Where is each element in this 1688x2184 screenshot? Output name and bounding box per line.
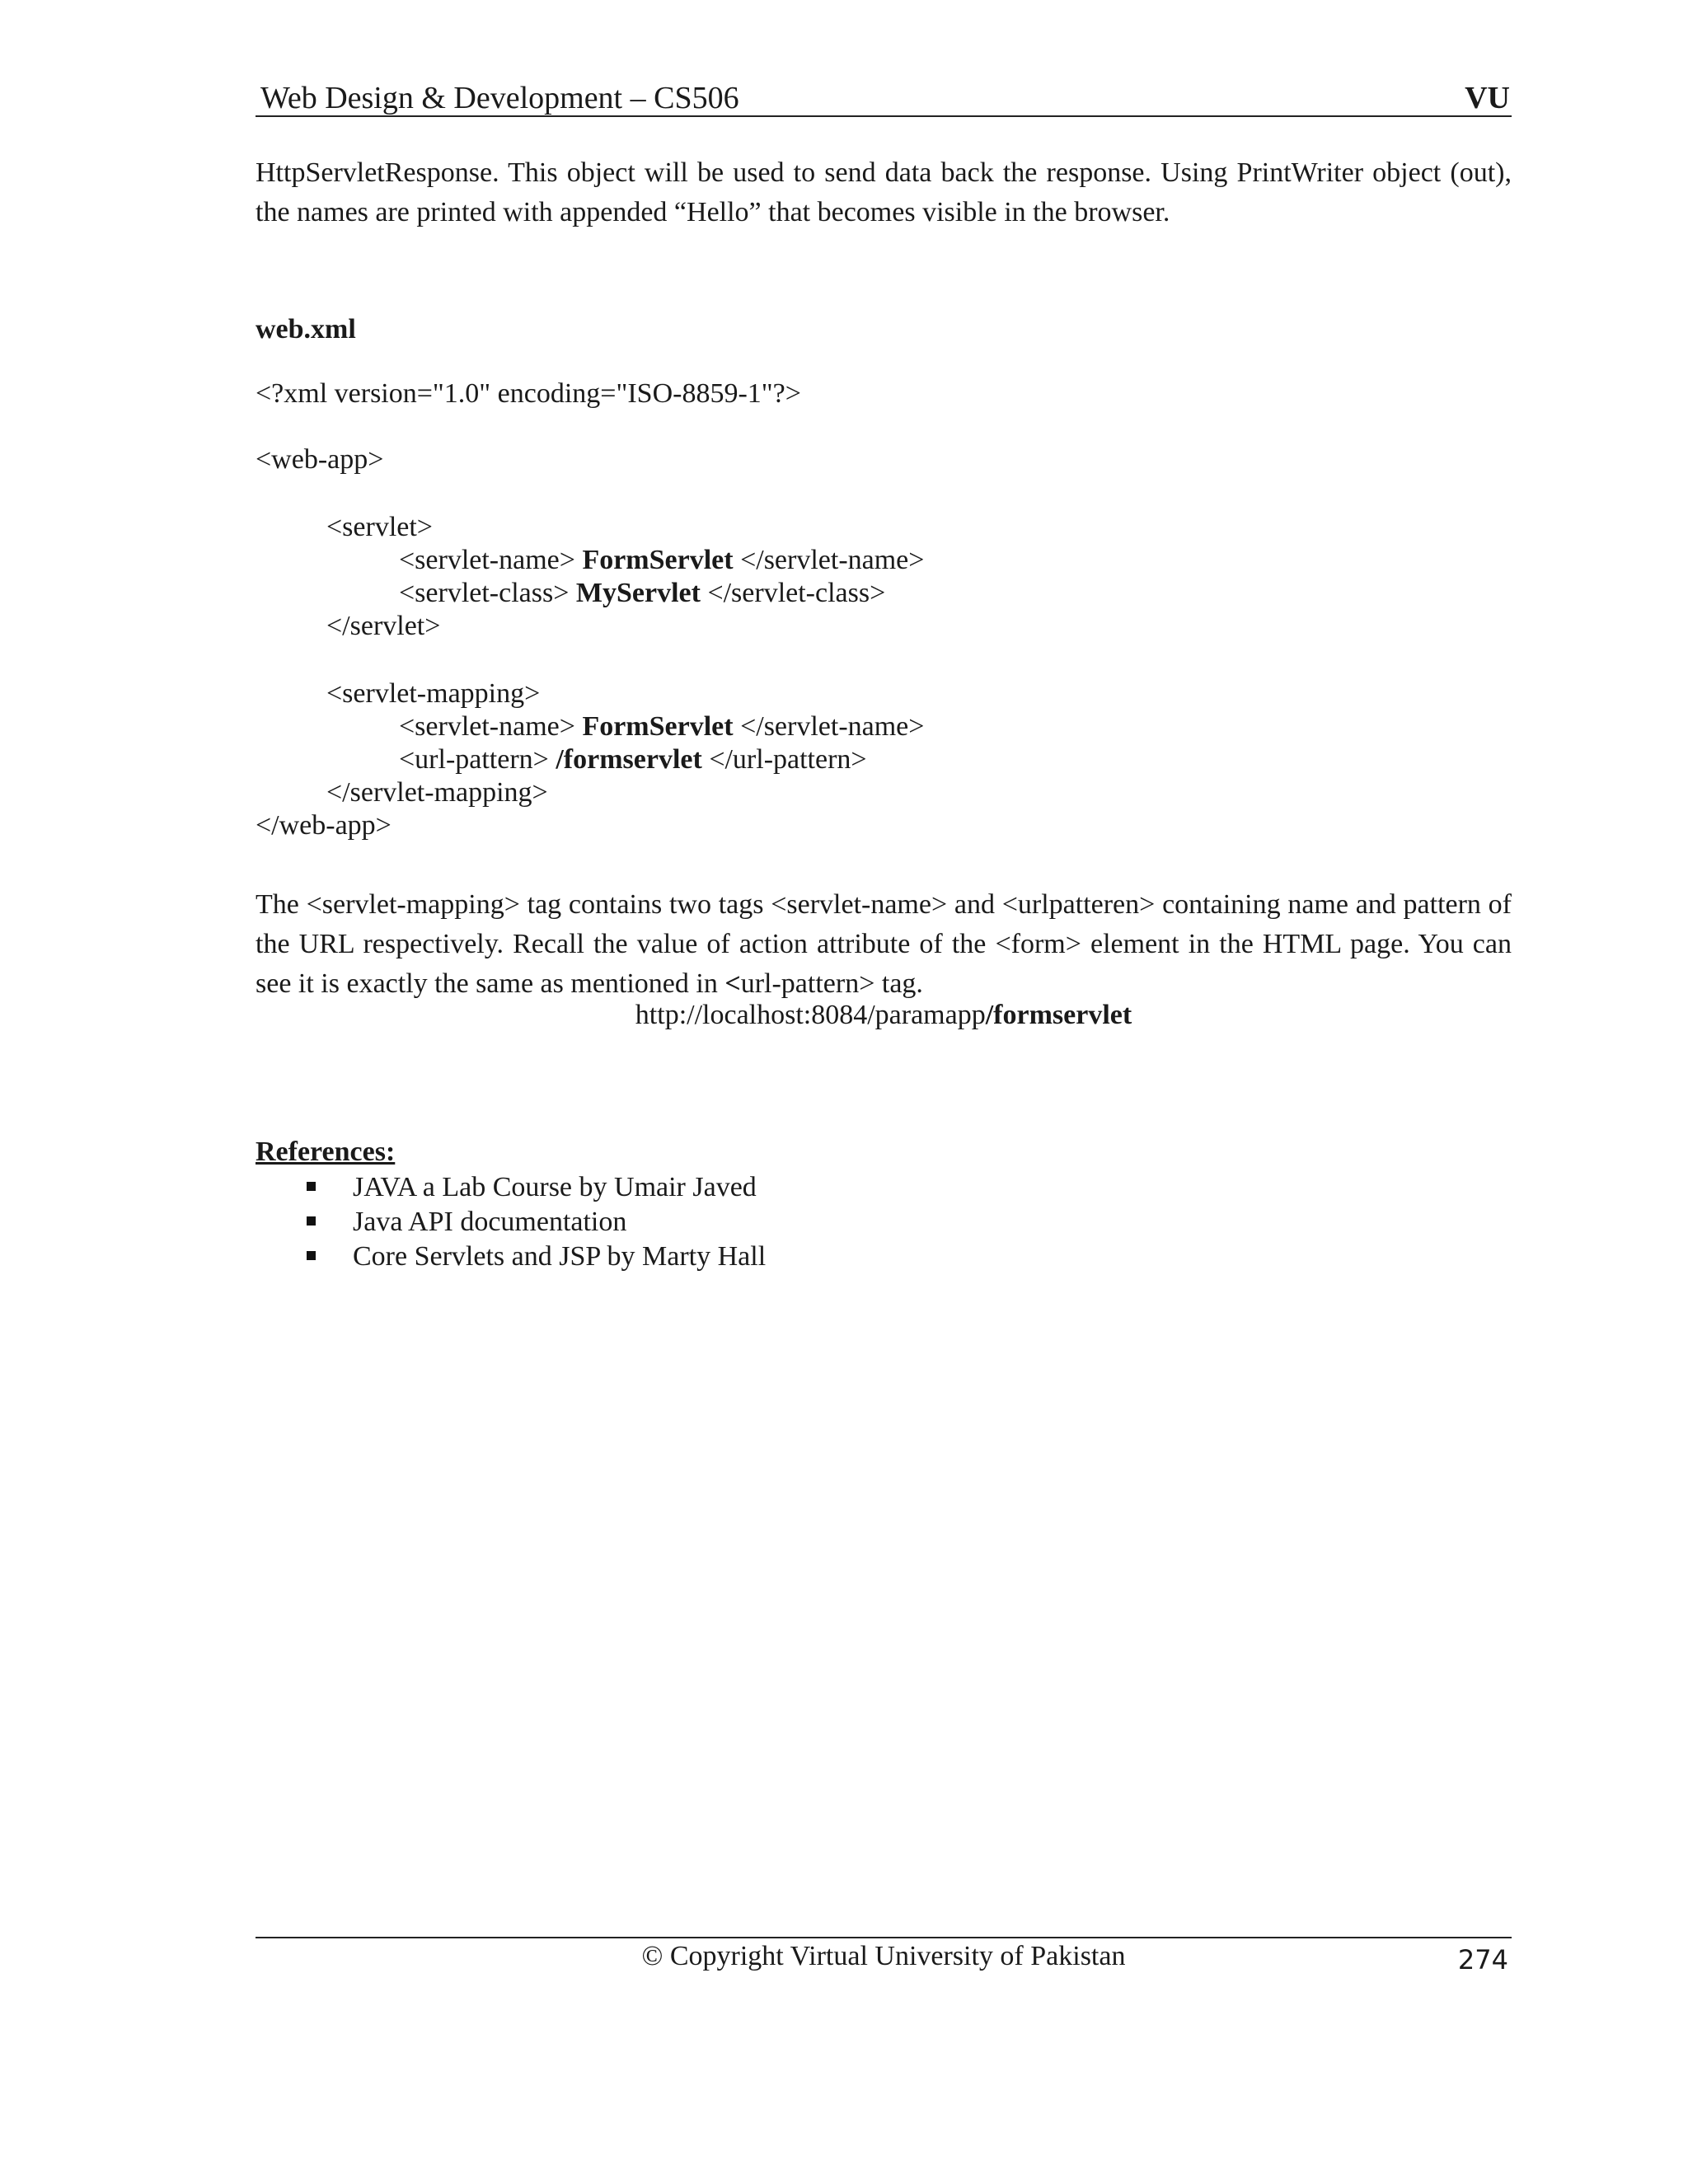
code-servlet-close: </servlet> bbox=[326, 611, 441, 641]
explanation-text: The <servlet-mapping> tag contains two tags <servlet-name> and <urlpatteren> containing name and pattern of the URL respectively. Recall the value of action attribute of the <form> element in the HTML page. You can see it is exactly the same as mentioned in bbox=[256, 889, 1512, 999]
square-bullet-icon bbox=[307, 1182, 316, 1191]
code-tag: </servlet-class> bbox=[700, 578, 886, 608]
code-tag: </servlet-name> bbox=[733, 711, 925, 742]
list-item bbox=[305, 1170, 766, 1205]
section-heading: web.xml bbox=[256, 314, 356, 344]
list-item bbox=[305, 1240, 766, 1274]
url-prefix: http://localhost:8084/paramapp bbox=[635, 1000, 986, 1030]
example-url bbox=[256, 999, 1512, 1032]
code-tag: <servlet-name> bbox=[399, 545, 583, 575]
code-tag: </url-pattern> bbox=[701, 744, 867, 775]
explanation-paragraph bbox=[256, 885, 1512, 1004]
explanation-text-end: url-pattern> tag. bbox=[740, 968, 923, 999]
reference-text: Core Servlets and JSP by Marty Hall bbox=[353, 1241, 767, 1272]
page-header bbox=[256, 76, 1512, 117]
code-web-app-open: <web-app> bbox=[256, 444, 384, 475]
code-tag: <servlet-class> bbox=[399, 578, 576, 608]
code-mapping-open: <servlet-mapping> bbox=[326, 678, 541, 709]
url-path: /formservlet bbox=[985, 1000, 1132, 1030]
references-heading: References: bbox=[256, 1137, 396, 1167]
reference-text: JAVA a Lab Course by Umair Javed bbox=[353, 1172, 757, 1202]
footer-copyright: © Copyright Virtual University of Pakistan bbox=[641, 1941, 1126, 1971]
reference-text: Java API documentation bbox=[353, 1207, 627, 1237]
square-bullet-icon bbox=[307, 1216, 316, 1226]
code-servlet-open: <servlet> bbox=[326, 512, 433, 542]
intro-paragraph: HttpServletResponse. This object will be used to send data back the response. Using PrintWriter object (out), the names are printed with appended “Hello” that becomes visible in the browser. bbox=[256, 157, 1512, 227]
code-xml-declaration: <?xml version="1.0" encoding="ISO-8859-1"?> bbox=[256, 378, 801, 409]
code-servlet-name bbox=[399, 544, 924, 577]
code-value: FormServlet bbox=[582, 545, 734, 575]
code-tag: <servlet-name> bbox=[399, 711, 583, 742]
code-tag: </servlet-name> bbox=[733, 545, 925, 575]
code-servlet-class bbox=[399, 577, 885, 610]
code-value: MyServlet bbox=[575, 578, 701, 608]
code-mapping-close: </servlet-mapping> bbox=[326, 777, 548, 808]
page-number: 274 bbox=[1457, 1944, 1508, 1975]
explanation-bold-bracket: < bbox=[724, 968, 741, 999]
header-institution: VU bbox=[1465, 81, 1510, 115]
code-mapping-servlet-name bbox=[399, 710, 924, 743]
code-tag: <url-pattern> bbox=[399, 744, 556, 775]
header-course-title: Web Design & Development – CS506 bbox=[260, 81, 739, 115]
references-list bbox=[305, 1170, 766, 1274]
square-bullet-icon bbox=[307, 1251, 316, 1260]
code-url-pattern bbox=[399, 743, 867, 776]
code-value: /formservlet bbox=[556, 744, 702, 775]
code-web-app-close: </web-app> bbox=[256, 810, 392, 841]
code-value: FormServlet bbox=[582, 711, 734, 742]
list-item bbox=[305, 1205, 766, 1240]
